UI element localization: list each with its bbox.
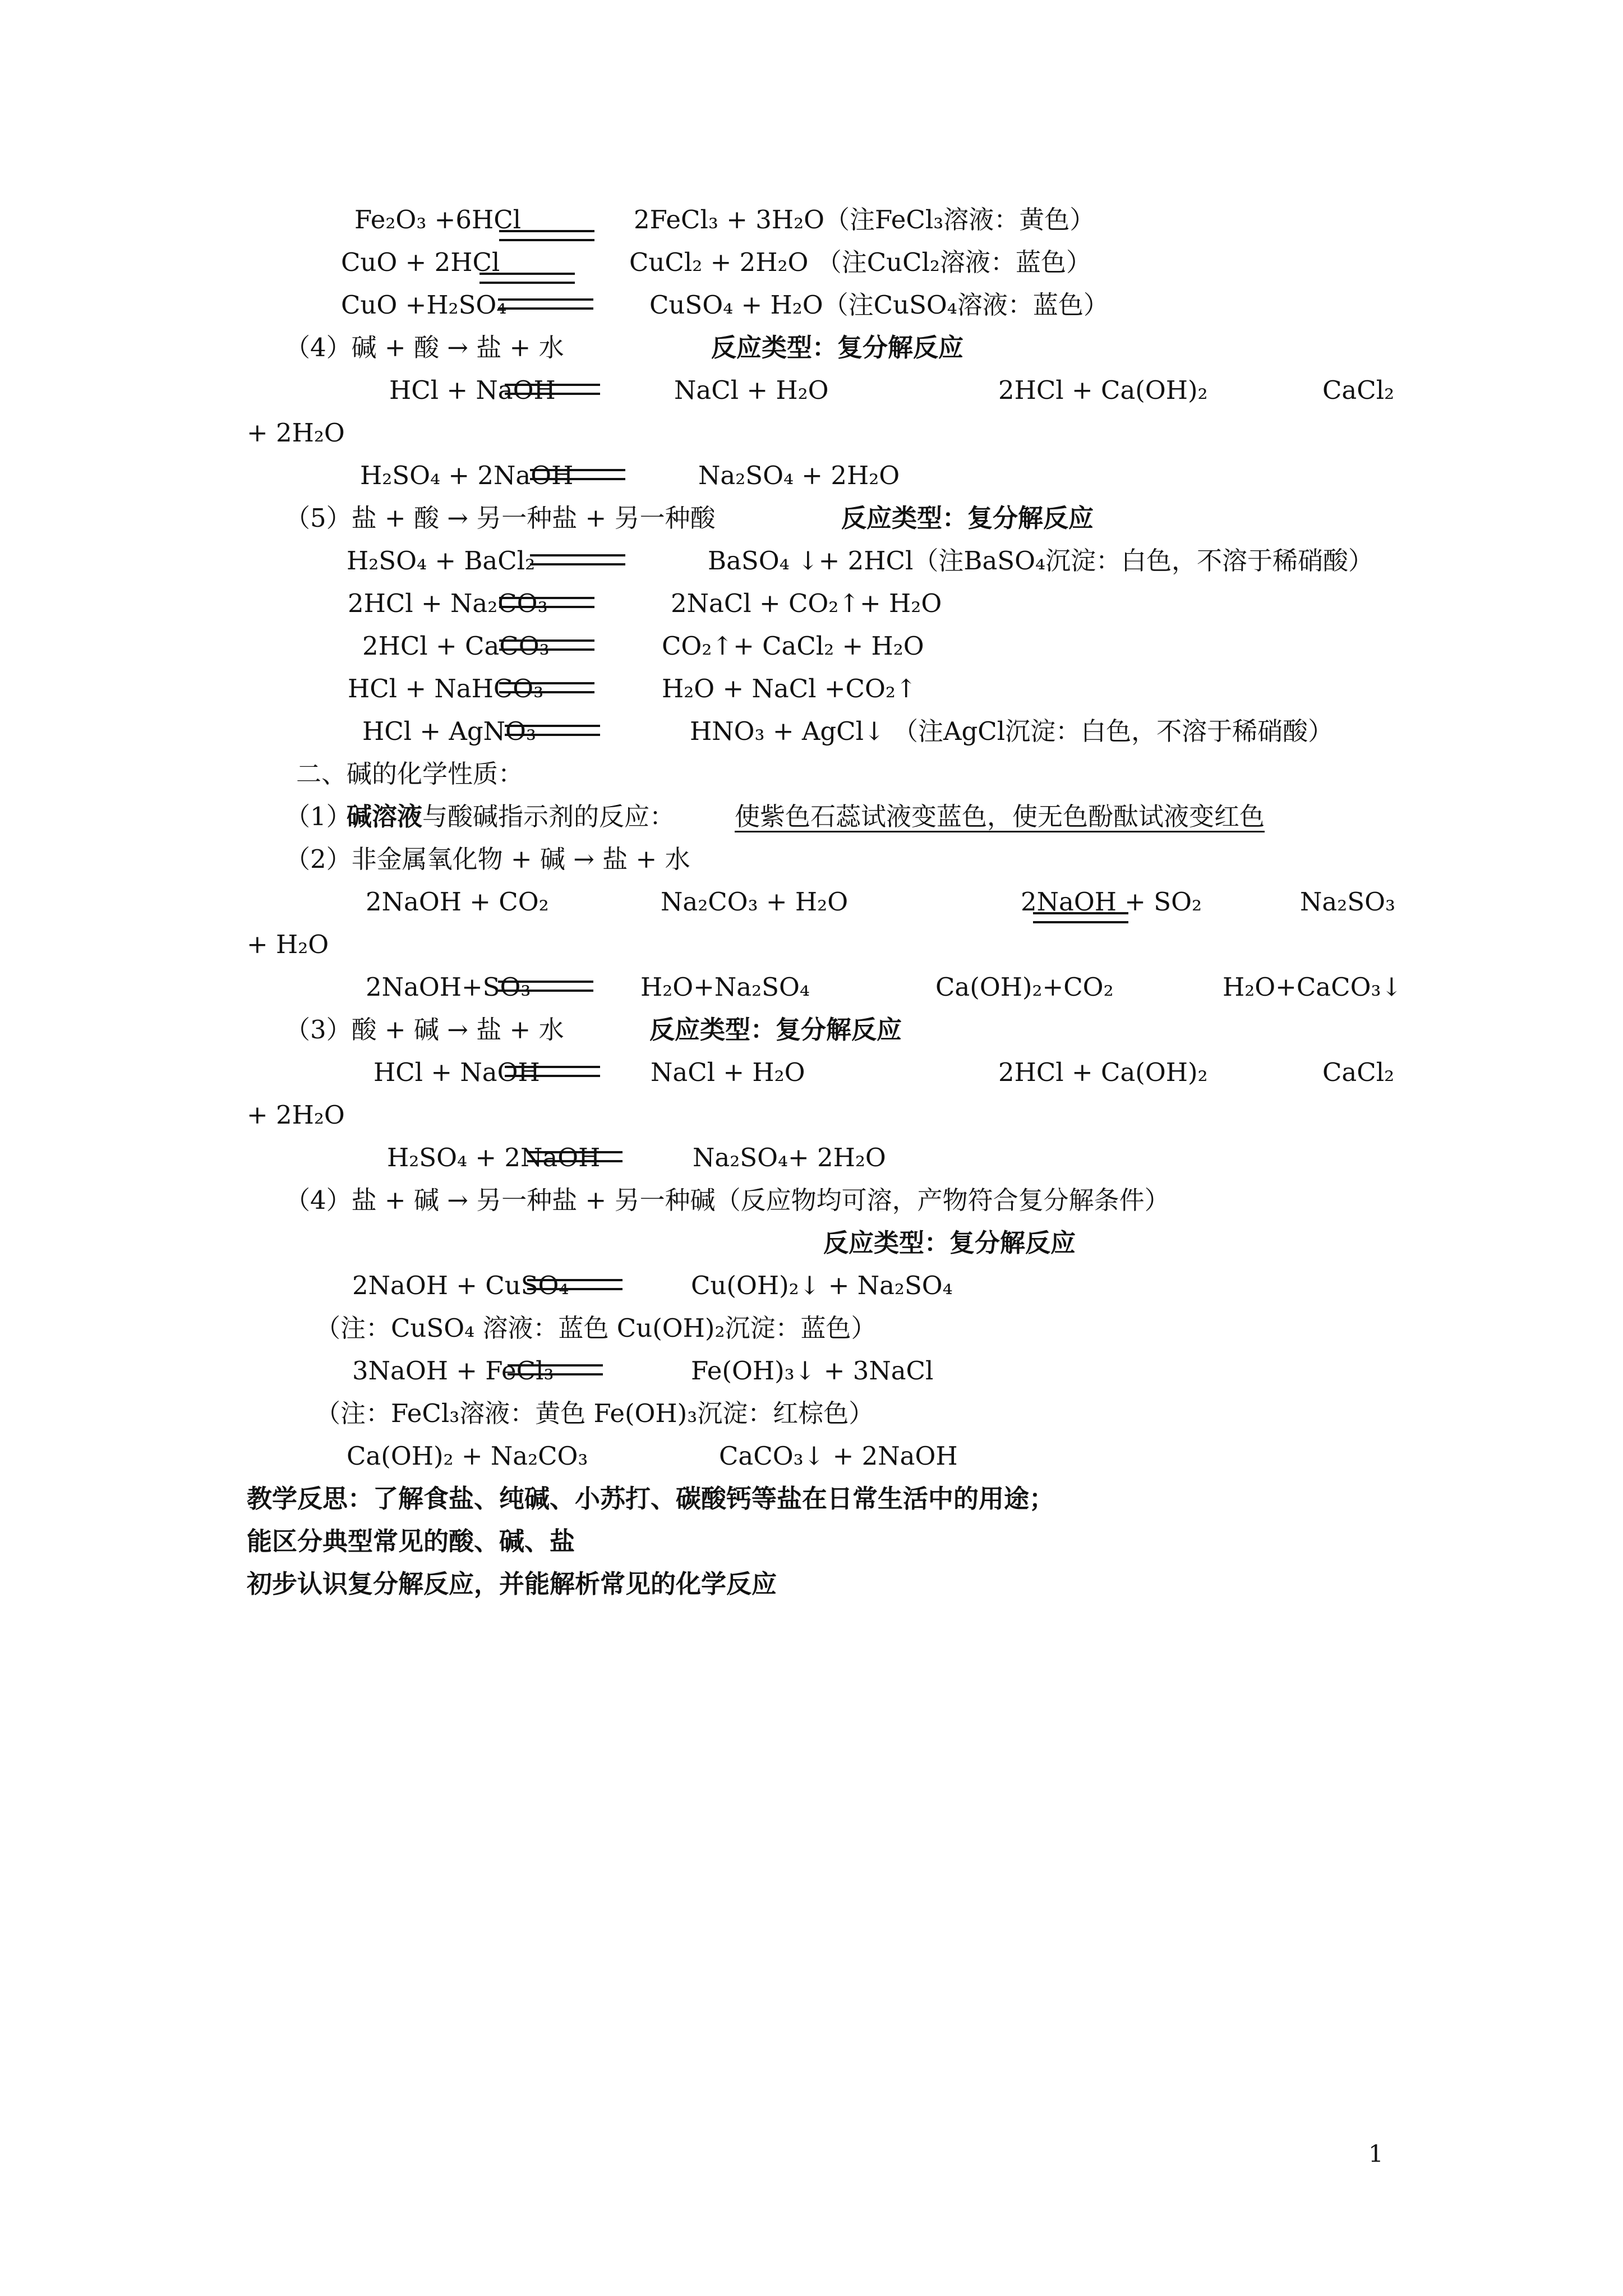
part-title (0, 757, 1623, 791)
equation-reactants: 2NaOH + CO₂ (366, 887, 549, 917)
equation-reactants: H₂SO₄ + 2NaOH (387, 1143, 601, 1172)
equation-reactants: 2HCl + Ca(OH)₂ (998, 375, 1208, 405)
equals-sign (499, 597, 594, 608)
equation-products: CaCl₂ (1322, 375, 1395, 405)
section-heading (0, 331, 1623, 365)
equation-reactants: Ca(OH)₂ + Na₂CO₃ (347, 1441, 588, 1471)
equation-line (0, 544, 1623, 578)
reflection-text: 教学反思：了解食盐、纯碱、小苏打、碳酸钙等盐在日常生活中的用途； (247, 1484, 1055, 1513)
equals-sign (530, 554, 625, 565)
reaction-type: 反应类型：复分解反应 (841, 503, 1094, 533)
part-title-text: 二、碱的化学性质： (296, 759, 524, 789)
reaction-type: 反应类型：复分解反应 (823, 1228, 1076, 1258)
equation-reactants: 2HCl + Ca(OH)₂ (998, 1057, 1208, 1087)
equation-reactants: CuO + 2HCl (341, 247, 500, 277)
equation-line (0, 288, 1623, 322)
equation-line (0, 1141, 1623, 1175)
equation-products: Cu(OH)₂↓ + Na₂SO₄ (691, 1271, 953, 1300)
equals-sign (499, 230, 594, 241)
note-text: （注：FeCl₃溶液：黄色 Fe(OH)₃沉淀：红棕色） (315, 1398, 874, 1428)
property-text: 与酸碱指示剂的反应： (422, 802, 675, 831)
heading-text: （4）碱 + 酸 → 盐 + 水 (285, 333, 564, 362)
equals-sign (505, 725, 600, 736)
equals-sign (479, 273, 575, 284)
equation-products: H₂O+Na₂SO₄ (640, 972, 810, 1002)
note-text: （注：CuSO₄ 溶液：蓝色 Cu(OH)₂沉淀：蓝色） (315, 1313, 877, 1343)
equation-reactants: H₂SO₄ + 2NaOH (360, 461, 574, 490)
equals-sign (1033, 912, 1128, 923)
equation-line (0, 715, 1623, 748)
note-line (0, 1397, 1623, 1430)
equation-reactants: 2HCl + CaCO₃ (362, 631, 550, 661)
equation-products: NaCl + H₂O (674, 375, 829, 405)
equals-sign (505, 1066, 600, 1077)
equation-line (0, 928, 1623, 961)
equation-reactants: 2HCl + Na₂CO₃ (348, 588, 548, 618)
page-number: 1 (1368, 2140, 1384, 2168)
section-heading (0, 501, 1623, 535)
reaction-type: 反应类型：复分解反应 (711, 333, 964, 362)
equals-sign (527, 1279, 623, 1290)
answer-text: 使紫色石蕊试液变蓝色，使无色酚酞试液变红色 (735, 802, 1265, 831)
equation-line (0, 246, 1623, 279)
heading-text: （5）盐 + 酸 → 另一种盐 + 另一种酸 (285, 503, 716, 533)
equation-reactants: 2NaOH+SO₃ (366, 972, 531, 1002)
equation-continuation: + 2H₂O (247, 1100, 345, 1130)
equals-sign (499, 682, 594, 693)
equals-sign (530, 469, 625, 480)
equation-line (0, 1098, 1623, 1132)
equals-sign (498, 981, 593, 992)
equals-sign (498, 298, 593, 310)
equals-sign (505, 384, 600, 395)
equation-line (0, 629, 1623, 663)
equation-line (0, 672, 1623, 706)
equation-products: CO₂↑+ CaCl₂ + H₂O (662, 631, 924, 661)
equation-reactants: CuO +H₂SO₄ (341, 290, 507, 320)
equation-products: 2FeCl₃ + 3H₂O（注FeCl₃溶液：黄色） (634, 205, 1095, 234)
equation-products: H₂O+CaCO₃↓ (1223, 972, 1403, 1002)
reflection-text: 初步认识复分解反应，并能解析常见的化学反应 (247, 1569, 777, 1599)
equation-products: BaSO₄ ↓+ 2HCl（注BaSO₄沉淀：白色，不溶于稀硝酸） (708, 546, 1374, 576)
equation-products: Na₂SO₄+ 2H₂O (693, 1143, 886, 1172)
reflection-line (0, 1482, 1623, 1516)
section-heading (0, 1226, 1623, 1260)
equation-products: CuCl₂ + 2H₂O （注CuCl₂溶液：蓝色） (629, 247, 1091, 277)
equation-line (0, 459, 1623, 493)
note-line (0, 1312, 1623, 1345)
equation-continuation: + H₂O (247, 930, 329, 959)
section-heading (0, 843, 1623, 876)
equation-line (0, 1354, 1623, 1388)
equation-reactants: HCl + NaOH (389, 375, 556, 405)
equation-products: 2NaCl + CO₂↑+ H₂O (671, 588, 942, 618)
property-line (0, 800, 1623, 834)
equation-continuation: + 2H₂O (247, 418, 345, 448)
heading-text: （3）酸 + 碱 → 盐 + 水 (285, 1015, 564, 1045)
equation-line (0, 1269, 1623, 1303)
equation-line (0, 374, 1623, 407)
equation-reactants: HCl + NaOH (374, 1057, 540, 1087)
equals-sign (499, 639, 594, 651)
equation-line (0, 885, 1623, 919)
equation-line (0, 203, 1623, 237)
equation-line (0, 1056, 1623, 1089)
section-heading (0, 1184, 1623, 1217)
reflection-line (0, 1567, 1623, 1601)
section-heading (0, 1013, 1623, 1047)
equation-products: Na₂SO₄ + 2H₂O (698, 461, 900, 490)
equation-reactants: 3NaOH + FeCl₃ (352, 1356, 554, 1386)
equation-products: H₂O + NaCl +CO₂↑ (662, 674, 917, 703)
equation-line (0, 970, 1623, 1004)
equation-products: CaCO₃↓ + 2NaOH (719, 1441, 958, 1471)
equation-reactants: 2NaOH + SO₂ (1021, 887, 1202, 917)
equation-products: Na₂CO₃ + H₂O (661, 887, 849, 917)
equation-reactants: HCl + NaHCO₃ (348, 674, 544, 703)
equation-products: NaCl + H₂O (651, 1057, 805, 1087)
reflection-line (0, 1525, 1623, 1558)
equation-line (0, 416, 1623, 450)
equation-line (0, 587, 1623, 620)
equation-products: Fe(OH)₃↓ + 3NaCl (691, 1356, 934, 1386)
equation-reactants: Fe₂O₃ +6HCl (354, 205, 522, 234)
keyword: 碱溶液 (347, 802, 423, 831)
equation-reactants: HCl + AgNO₃ (362, 716, 536, 746)
equation-products: CaCl₂ (1322, 1057, 1395, 1087)
equation-reactants: Ca(OH)₂+CO₂ (935, 972, 1114, 1002)
reflection-text: 能区分典型常见的酸、碱、盐 (247, 1526, 575, 1556)
equation-products: Na₂SO₃ (1300, 887, 1396, 917)
equals-sign (508, 1364, 603, 1375)
equation-reactants: 2NaOH + CuSO₄ (352, 1271, 569, 1300)
equation-line (0, 1439, 1623, 1473)
heading-text: （4）盐 + 碱 → 另一种盐 + 另一种碱（反应物均可溶，产物符合复分解条件） (285, 1185, 1170, 1215)
reaction-type: 反应类型：复分解反应 (649, 1015, 902, 1045)
equation-products: CuSO₄ + H₂O（注CuSO₄溶液：蓝色） (649, 290, 1109, 320)
equation-products: HNO₃ + AgCl↓ （注AgCl沉淀：白色，不溶于稀硝酸） (690, 716, 1334, 746)
item-number: （1） (285, 802, 352, 831)
equals-sign (527, 1151, 623, 1162)
equation-reactants: H₂SO₄ + BaCl₂ (347, 546, 536, 576)
heading-text: （2）非金属氧化物 + 碱 → 盐 + 水 (285, 844, 690, 874)
